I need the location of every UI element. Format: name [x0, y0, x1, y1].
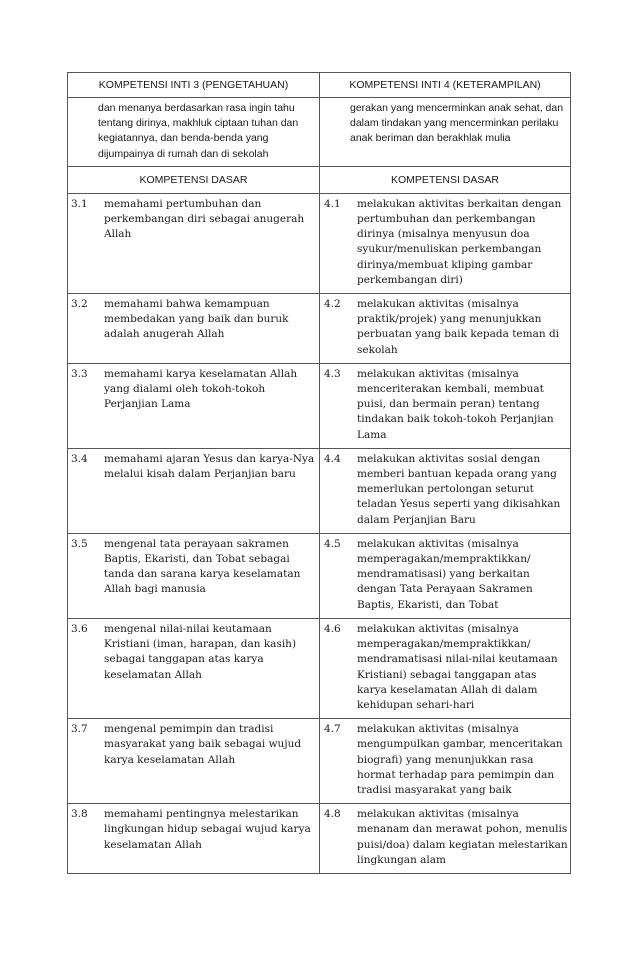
kd3-cell — [68, 719, 320, 804]
kd-header-right: KOMPETENSI DASAR — [320, 166, 571, 193]
kd4-number: 4.5 — [324, 537, 341, 550]
kd-header-left: KOMPETENSI DASAR — [68, 166, 320, 193]
kd3-text: memahami pertumbuhan dan perkembangan diri sebagai anugerah Allah — [104, 197, 305, 241]
kd3-cell — [68, 533, 320, 618]
ki4-header: KOMPETENSI INTI 4 (KETERAMPILAN) — [320, 73, 571, 98]
kd3-number: 3.7 — [71, 723, 88, 736]
kd4-cell — [320, 618, 571, 718]
ki4-continuation: gerakan yang mencerminkan anak sehat, dan dalam tindakan yang mencerminkan perilaku anak beriman dan berakhlak mulia — [320, 98, 571, 167]
kd4-number: 4.7 — [324, 723, 341, 736]
continuation-row — [68, 98, 571, 167]
kd3-cell — [68, 294, 320, 364]
kd-header-row — [68, 166, 571, 193]
table-row — [68, 719, 571, 804]
kd3-text: memahami bahwa kemampuan membedakan yang baik dan buruk adalah anugerah Allah — [104, 298, 289, 341]
kd3-cell — [68, 363, 320, 448]
kd4-number: 4.3 — [324, 367, 341, 380]
kd4-cell — [320, 193, 571, 293]
kd3-text: mengenal tata perayaan sakramen Baptis, Ekaristi, dan Tobat sebagai tanda dan sarana karya keselamatan Allah bagi manusia — [104, 537, 301, 596]
kd4-cell — [320, 363, 571, 448]
header-row — [68, 73, 571, 98]
table-row — [68, 533, 571, 618]
kd4-text: melakukan aktivitas (misalnya memperagakan/mempraktikkan/ mendramatisasi nilai-nilai keutamaan Kristiani) sebagai tanggapan atas karya keselamatan Allah di dalam kehidupan sehari-hari — [357, 622, 558, 711]
kd3-text: memahami karya keselamatan Allah yang dialami oleh tokoh-tokoh Perjanjian Lama — [104, 367, 298, 411]
kd3-number: 3.8 — [71, 808, 88, 821]
table-row — [68, 363, 571, 448]
table-row — [68, 193, 571, 293]
table-row — [68, 804, 571, 874]
table-row — [68, 448, 571, 533]
kd4-cell — [320, 533, 571, 618]
kd3-number: 3.6 — [71, 622, 88, 635]
kd3-number: 3.2 — [71, 298, 88, 311]
kd3-number: 3.1 — [71, 197, 88, 210]
ki3-continuation: dan menanya berdasarkan rasa ingin tahu tentang dirinya, makhluk ciptaan tuhan dan kegiatannya, dan benda-benda yang dijumpainya di rumah dan di sekolah — [68, 98, 320, 167]
kd4-text: melakukan aktivitas sosial dengan memberi bantuan kepada orang yang memerlukan pertolongan seturut teladan Yesus seperti yang dikisahkan dalam Perjanjian Baru — [357, 452, 561, 526]
kd3-text: memahami pentingnya melestarikan lingkungan hidup sebagai wujud karya keselamatan Allah — [104, 808, 311, 851]
kd4-text: melakukan aktivitas (misalnya menceriterakan kembali, membuat puisi, dan bermain peran) tentang tindakan baik tokoh-tokoh Perjanjian Lama — [357, 367, 554, 441]
ki3-header: KOMPETENSI INTI 3 (PENGETAHUAN) — [68, 73, 320, 98]
kd4-cell — [320, 294, 571, 364]
kd4-text: melakukan aktivitas (misalnya mengumpulkan gambar, menceritakan biografi) yang menunjukkan rasa hormat terhadap para pemimpin dan tradisi masyarakat yang baik — [357, 723, 563, 796]
competency-table — [67, 72, 571, 874]
kd4-number: 4.8 — [324, 808, 341, 821]
kd4-text: melakukan aktivitas (misalnya memperagakan/mempraktikkan/ mendramatisasi) yang berkaitan dengan Tata Perayaan Sakramen Baptis, Ekaristi, dan Tobat — [357, 537, 533, 611]
kd4-cell — [320, 804, 571, 874]
kd4-text: melakukan aktivitas berkaitan dengan pertumbuhan dan perkembangan dirinya (misalnya menyusun doa syukur/menuliskan perkembangan dirinya/membuat kliping gambar perkembangan diri) — [357, 197, 562, 286]
table-row — [68, 294, 571, 364]
kd3-cell — [68, 804, 320, 874]
kd3-number: 3.5 — [71, 537, 88, 550]
kd4-number: 4.4 — [324, 452, 341, 465]
kd4-number: 4.2 — [324, 298, 341, 311]
kd3-cell — [68, 448, 320, 533]
kd3-text: mengenal pemimpin dan tradisi masyarakat yang baik sebagai wujud karya keselamatan Allah — [104, 723, 302, 766]
kd4-text: melakukan aktivitas (misalnya praktik/projek) yang menunjukkan perbuatan yang baik kepada teman di sekolah — [357, 298, 560, 356]
kd3-cell — [68, 193, 320, 293]
kd4-number: 4.6 — [324, 622, 341, 635]
kd3-number: 3.3 — [71, 367, 88, 380]
table-row — [68, 618, 571, 718]
kd3-number: 3.4 — [71, 452, 88, 465]
kd3-cell — [68, 618, 320, 718]
kd4-number: 4.1 — [324, 197, 341, 210]
kd4-cell — [320, 448, 571, 533]
kd4-cell — [320, 719, 571, 804]
kd4-text: melakukan aktivitas (misalnya menanam dan merawat pohon, menulis puisi/doa) dalam kegiatan melestarikan lingkungan alam — [357, 808, 568, 866]
kd3-text: memahami ajaran Yesus dan karya-Nya melalui kisah dalam Perjanjian baru — [104, 452, 315, 481]
kd3-text: mengenal nilai-nilai keutamaan Kristiani (iman, harapan, dan kasih) sebagai tanggapan atas karya keselamatan Allah — [104, 622, 297, 681]
